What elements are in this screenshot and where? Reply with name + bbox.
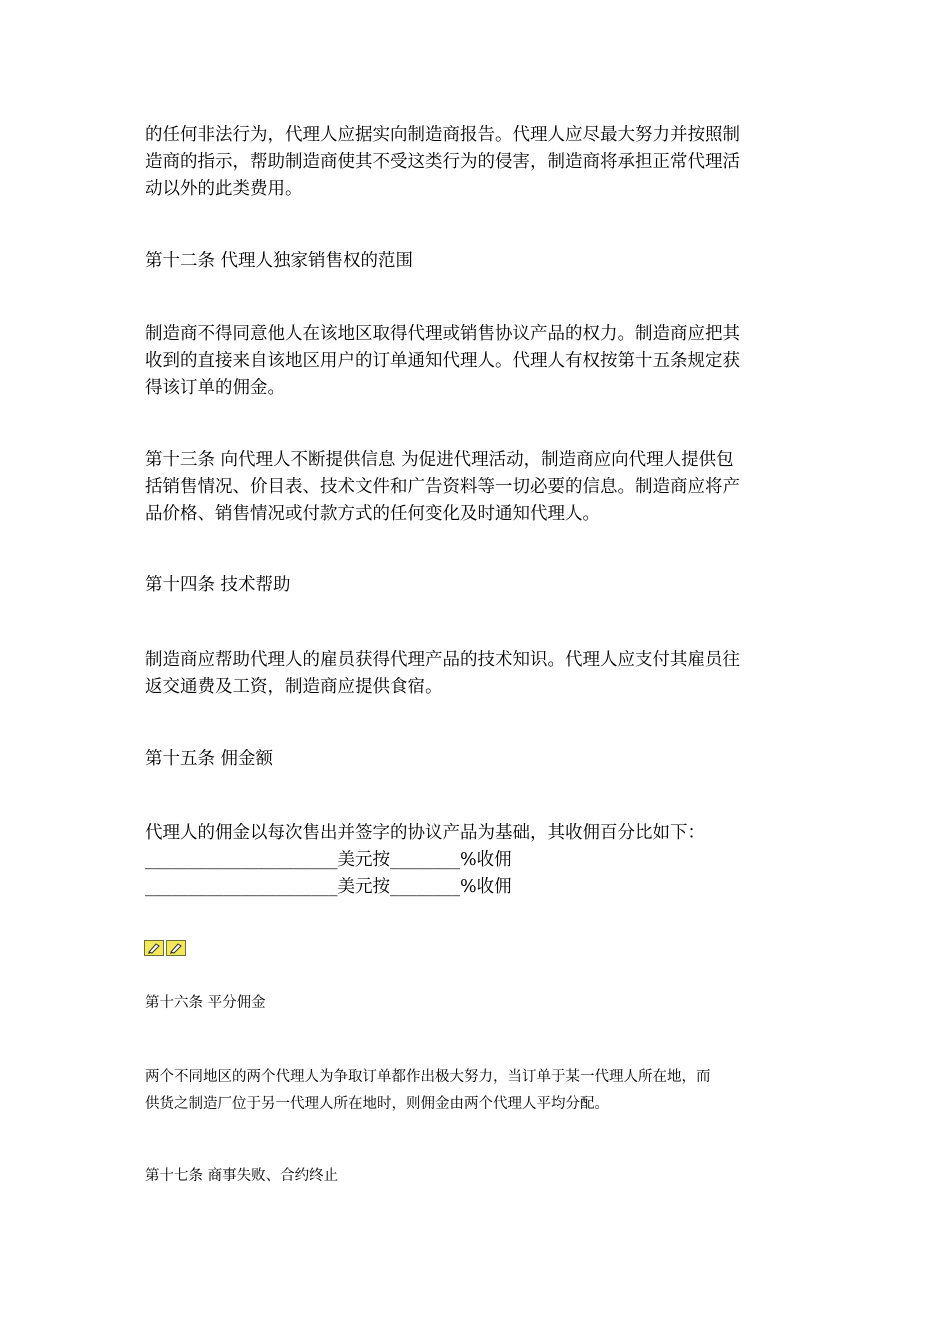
pencil-edit-icon[interactable] <box>166 940 186 956</box>
text-line: 造商的指示，帮助制造商使其不受这类行为的侵害，制造商将承担正常代理活 <box>145 152 740 172</box>
article-15-body <box>145 820 805 901</box>
article-17-title: 第十七条 商事失败、合约终止 <box>145 1168 339 1184</box>
text-line: 返交通费及工资，制造商应提供食宿。 <box>145 677 443 697</box>
text-line: 的任何非法行为，代理人应据实向制造商报告。代理人应尽最大努力并按照制 <box>145 125 740 145</box>
pencil-edit-icon[interactable] <box>144 940 164 956</box>
text-line: 品价格、销售情况或付款方式的任何变化及时通知代理人。 <box>145 504 600 524</box>
commission-rate-line: ______________________美元按________%收佣 <box>145 877 512 897</box>
text-line: 动以外的此类费用。 <box>145 179 303 199</box>
text-line: 两个不同地区的两个代理人为争取订单都作出极大努力，当订单于某一代理人所在地，而 <box>145 1069 711 1085</box>
text-line: 供货之制造厂位于另一代理人所在地时，则佣金由两个代理人平均分配。 <box>145 1096 609 1112</box>
article-14-body <box>145 647 805 701</box>
pencil-edit-icon <box>147 942 161 954</box>
inline-toolbar-icons <box>144 940 186 958</box>
commission-rate-line: ______________________美元按________%收佣 <box>145 850 512 870</box>
text-line: 代理人的佣金以每次售出并签字的协议产品为基础，其收佣百分比如下： <box>145 823 705 843</box>
text-line: 得该订单的佣金。 <box>145 378 285 398</box>
text-line: 收到的直接来自该地区用户的订单通知代理人。代理人有权按第十五条规定获 <box>145 351 740 371</box>
text-line: 制造商应帮助代理人的雇员获得代理产品的技术知识。代理人应支付其雇员往 <box>145 650 740 670</box>
text-line: 制造商不得同意他人在该地区取得代理或销售协议产品的权力。制造商应把其 <box>145 324 740 344</box>
article-15-title: 第十五条 佣金额 <box>145 749 274 769</box>
text-line: 括销售情况、价目表、技术文件和广告资料等一切必要的信息。制造商应将产 <box>145 477 740 497</box>
article-13-paragraph <box>145 447 805 528</box>
pencil-edit-icon <box>169 942 183 954</box>
text-line: 第十三条 向代理人不断提供信息 为促进代理活动，制造商应向代理人提供包 <box>145 450 734 470</box>
article-16-title: 第十六条 平分佣金 <box>145 995 266 1011</box>
paragraph-art11-continuation <box>145 122 805 203</box>
article-14-title: 第十四条 技术帮助 <box>145 575 291 595</box>
article-12-title: 第十二条 代理人独家销售权的范围 <box>145 251 414 271</box>
article-16-body <box>145 1064 805 1118</box>
article-12-body <box>145 321 805 402</box>
